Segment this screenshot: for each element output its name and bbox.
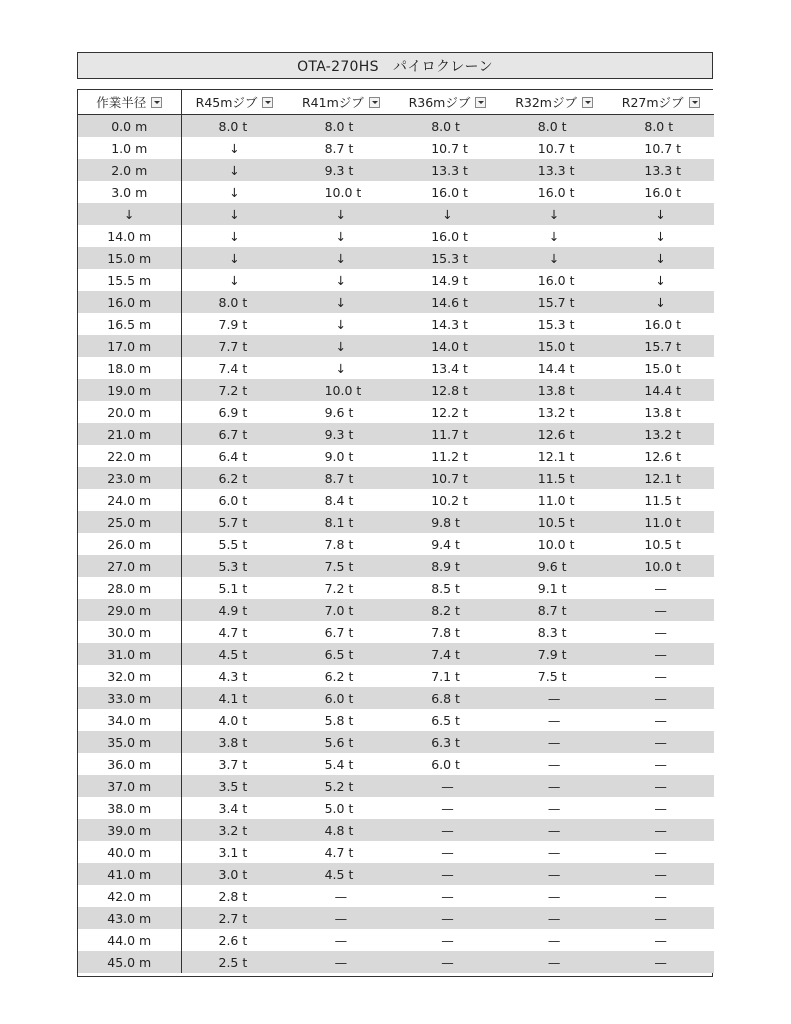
capacity-cell: 10.0 t <box>501 533 608 555</box>
column-header <box>394 90 501 115</box>
radius-cell: 34.0 m <box>78 709 181 731</box>
column-header <box>78 90 181 115</box>
capacity-cell: 10.5 t <box>501 511 608 533</box>
table-row <box>78 511 714 533</box>
capacity-cell: — <box>501 797 608 819</box>
column-header <box>501 90 608 115</box>
capacity-cell: 9.4 t <box>394 533 501 555</box>
capacity-cell: 12.8 t <box>394 379 501 401</box>
load-chart-table-container <box>77 89 713 977</box>
capacity-cell: 4.5 t <box>181 643 288 665</box>
capacity-cell: 7.0 t <box>288 599 395 621</box>
capacity-cell: 11.7 t <box>394 423 501 445</box>
capacity-cell: 10.7 t <box>394 137 501 159</box>
capacity-cell: 16.0 t <box>501 269 608 291</box>
capacity-cell: — <box>607 797 714 819</box>
capacity-cell: 11.5 t <box>607 489 714 511</box>
capacity-cell: 15.3 t <box>394 247 501 269</box>
capacity-cell: — <box>501 753 608 775</box>
table-row <box>78 203 714 225</box>
capacity-cell: 10.5 t <box>607 533 714 555</box>
capacity-cell: 10.0 t <box>288 379 395 401</box>
capacity-cell: 9.8 t <box>394 511 501 533</box>
table-row <box>78 709 714 731</box>
capacity-cell: 7.1 t <box>394 665 501 687</box>
capacity-cell: 15.0 t <box>501 335 608 357</box>
capacity-cell: — <box>501 929 608 951</box>
radius-cell: 3.0 m <box>78 181 181 203</box>
column-header-label: R41mジブ <box>302 95 364 110</box>
capacity-cell: 5.2 t <box>288 775 395 797</box>
capacity-cell: 9.3 t <box>288 159 395 181</box>
capacity-cell: 6.9 t <box>181 401 288 423</box>
filter-dropdown-icon[interactable] <box>151 97 162 108</box>
table-row <box>78 159 714 181</box>
capacity-cell: 7.2 t <box>181 379 288 401</box>
capacity-cell: 2.7 t <box>181 907 288 929</box>
capacity-cell: 4.0 t <box>181 709 288 731</box>
table-row <box>78 115 714 138</box>
capacity-cell: ↓ <box>181 181 288 203</box>
radius-cell: 38.0 m <box>78 797 181 819</box>
radius-cell: 44.0 m <box>78 929 181 951</box>
capacity-cell: 12.6 t <box>607 445 714 467</box>
capacity-cell: 10.0 t <box>288 181 395 203</box>
capacity-cell: 2.6 t <box>181 929 288 951</box>
capacity-cell: — <box>607 929 714 951</box>
column-header-label: R45mジブ <box>195 95 258 110</box>
capacity-cell: ↓ <box>288 225 395 247</box>
capacity-cell: 12.1 t <box>607 467 714 489</box>
capacity-cell: 6.0 t <box>288 687 395 709</box>
radius-cell: 41.0 m <box>78 863 181 885</box>
capacity-cell: 5.6 t <box>288 731 395 753</box>
radius-cell: 42.0 m <box>78 885 181 907</box>
table-row <box>78 907 714 929</box>
capacity-cell: 13.3 t <box>607 159 714 181</box>
capacity-cell: — <box>607 643 714 665</box>
radius-cell: 18.0 m <box>78 357 181 379</box>
table-body <box>78 115 714 974</box>
radius-cell: 36.0 m <box>78 753 181 775</box>
capacity-cell: — <box>607 731 714 753</box>
capacity-cell: ↓ <box>607 203 714 225</box>
capacity-cell: 3.7 t <box>181 753 288 775</box>
capacity-cell: 5.4 t <box>288 753 395 775</box>
radius-cell: ↓ <box>78 203 181 225</box>
capacity-cell: 13.2 t <box>607 423 714 445</box>
radius-cell: 15.0 m <box>78 247 181 269</box>
column-header-label: R36mジブ <box>408 95 471 110</box>
radius-cell: 32.0 m <box>78 665 181 687</box>
filter-dropdown-icon[interactable] <box>475 97 486 108</box>
radius-cell: 15.5 m <box>78 269 181 291</box>
capacity-cell: 15.7 t <box>501 291 608 313</box>
capacity-cell: 12.1 t <box>501 445 608 467</box>
capacity-cell: 3.0 t <box>181 863 288 885</box>
capacity-cell: ↓ <box>288 313 395 335</box>
radius-cell: 45.0 m <box>78 951 181 973</box>
capacity-cell: 7.2 t <box>288 577 395 599</box>
capacity-cell: — <box>607 577 714 599</box>
capacity-cell: — <box>394 797 501 819</box>
capacity-cell: 16.0 t <box>394 225 501 247</box>
radius-cell: 43.0 m <box>78 907 181 929</box>
capacity-cell: 3.1 t <box>181 841 288 863</box>
capacity-cell: 7.8 t <box>288 533 395 555</box>
radius-cell: 30.0 m <box>78 621 181 643</box>
capacity-cell: 4.9 t <box>181 599 288 621</box>
capacity-cell: 6.8 t <box>394 687 501 709</box>
radius-cell: 39.0 m <box>78 819 181 841</box>
radius-cell: 2.0 m <box>78 159 181 181</box>
capacity-cell: 10.2 t <box>394 489 501 511</box>
column-header-label: 作業半径 <box>96 95 147 110</box>
capacity-cell: 13.3 t <box>394 159 501 181</box>
capacity-cell: 16.0 t <box>501 181 608 203</box>
capacity-cell: — <box>607 775 714 797</box>
radius-cell: 14.0 m <box>78 225 181 247</box>
table-row <box>78 137 714 159</box>
table-row <box>78 577 714 599</box>
capacity-cell: — <box>288 929 395 951</box>
capacity-cell: ↓ <box>501 203 608 225</box>
capacity-cell: 5.5 t <box>181 533 288 555</box>
capacity-cell: 7.7 t <box>181 335 288 357</box>
capacity-cell: — <box>394 819 501 841</box>
capacity-cell: 7.8 t <box>394 621 501 643</box>
capacity-cell: 9.1 t <box>501 577 608 599</box>
capacity-cell: — <box>501 687 608 709</box>
capacity-cell: 11.0 t <box>501 489 608 511</box>
capacity-cell: — <box>501 841 608 863</box>
capacity-cell: ↓ <box>607 291 714 313</box>
capacity-cell: 3.5 t <box>181 775 288 797</box>
capacity-cell: 13.8 t <box>607 401 714 423</box>
radius-cell: 25.0 m <box>78 511 181 533</box>
header-row <box>78 90 714 115</box>
table-row <box>78 929 714 951</box>
capacity-cell: 13.8 t <box>501 379 608 401</box>
capacity-cell: — <box>394 841 501 863</box>
radius-cell: 24.0 m <box>78 489 181 511</box>
table-row <box>78 863 714 885</box>
table-row <box>78 643 714 665</box>
capacity-cell: 15.0 t <box>607 357 714 379</box>
table-row <box>78 951 714 973</box>
capacity-cell: 4.8 t <box>288 819 395 841</box>
capacity-cell: ↓ <box>607 225 714 247</box>
capacity-cell: 8.0 t <box>501 115 608 138</box>
load-chart-table <box>78 90 714 973</box>
capacity-cell: — <box>394 775 501 797</box>
capacity-cell: — <box>501 775 608 797</box>
capacity-cell: — <box>607 753 714 775</box>
capacity-cell: 7.4 t <box>394 643 501 665</box>
radius-cell: 23.0 m <box>78 467 181 489</box>
capacity-cell: ↓ <box>181 159 288 181</box>
capacity-cell: 14.4 t <box>501 357 608 379</box>
table-row <box>78 731 714 753</box>
capacity-cell: — <box>501 863 608 885</box>
table-row <box>78 621 714 643</box>
capacity-cell: ↓ <box>394 203 501 225</box>
capacity-cell: — <box>607 907 714 929</box>
column-header-label: R27mジブ <box>621 95 684 110</box>
capacity-cell: 8.2 t <box>394 599 501 621</box>
table-row <box>78 489 714 511</box>
capacity-cell: 5.8 t <box>288 709 395 731</box>
capacity-cell: 8.0 t <box>394 115 501 138</box>
capacity-cell: ↓ <box>288 247 395 269</box>
column-header <box>288 90 395 115</box>
capacity-cell: 12.2 t <box>394 401 501 423</box>
capacity-cell: — <box>394 907 501 929</box>
capacity-cell: 6.0 t <box>394 753 501 775</box>
radius-cell: 1.0 m <box>78 137 181 159</box>
filter-dropdown-icon[interactable] <box>262 97 273 108</box>
table-row <box>78 797 714 819</box>
table-row <box>78 841 714 863</box>
radius-cell: 22.0 m <box>78 445 181 467</box>
radius-cell: 37.0 m <box>78 775 181 797</box>
table-row <box>78 401 714 423</box>
capacity-cell: 16.0 t <box>607 181 714 203</box>
radius-cell: 29.0 m <box>78 599 181 621</box>
capacity-cell: ↓ <box>181 225 288 247</box>
capacity-cell: — <box>501 885 608 907</box>
capacity-cell: ↓ <box>501 225 608 247</box>
capacity-cell: ↓ <box>288 203 395 225</box>
capacity-cell: 14.0 t <box>394 335 501 357</box>
table-row <box>78 313 714 335</box>
capacity-cell: 6.3 t <box>394 731 501 753</box>
radius-cell: 16.5 m <box>78 313 181 335</box>
capacity-cell: 7.5 t <box>501 665 608 687</box>
capacity-cell: — <box>607 863 714 885</box>
capacity-cell: 10.0 t <box>607 555 714 577</box>
capacity-cell: 6.0 t <box>181 489 288 511</box>
capacity-cell: ↓ <box>181 203 288 225</box>
capacity-cell: 6.2 t <box>288 665 395 687</box>
capacity-cell: ↓ <box>607 269 714 291</box>
capacity-cell: 8.4 t <box>288 489 395 511</box>
capacity-cell: 10.7 t <box>607 137 714 159</box>
capacity-cell: 5.0 t <box>288 797 395 819</box>
radius-cell: 28.0 m <box>78 577 181 599</box>
capacity-cell: — <box>607 819 714 841</box>
capacity-cell: — <box>394 951 501 973</box>
radius-cell: 26.0 m <box>78 533 181 555</box>
capacity-cell: ↓ <box>181 137 288 159</box>
capacity-cell: ↓ <box>288 269 395 291</box>
radius-cell: 27.0 m <box>78 555 181 577</box>
capacity-cell: — <box>607 621 714 643</box>
capacity-cell: 6.7 t <box>288 621 395 643</box>
capacity-cell: ↓ <box>288 291 395 313</box>
capacity-cell: 11.0 t <box>607 511 714 533</box>
capacity-cell: — <box>501 951 608 973</box>
capacity-cell: — <box>501 709 608 731</box>
table-row <box>78 181 714 203</box>
table-row <box>78 247 714 269</box>
table-row <box>78 599 714 621</box>
table-row <box>78 357 714 379</box>
capacity-cell: 14.4 t <box>607 379 714 401</box>
capacity-cell: 8.0 t <box>181 115 288 138</box>
capacity-cell: 12.6 t <box>501 423 608 445</box>
radius-cell: 20.0 m <box>78 401 181 423</box>
radius-cell: 19.0 m <box>78 379 181 401</box>
capacity-cell: 8.1 t <box>288 511 395 533</box>
capacity-cell: — <box>607 599 714 621</box>
capacity-cell: 8.7 t <box>501 599 608 621</box>
capacity-cell: ↓ <box>607 247 714 269</box>
capacity-cell: 10.7 t <box>394 467 501 489</box>
capacity-cell: 13.3 t <box>501 159 608 181</box>
table-row <box>78 291 714 313</box>
column-header <box>607 90 714 115</box>
capacity-cell: — <box>607 951 714 973</box>
radius-cell: 16.0 m <box>78 291 181 313</box>
capacity-cell: 5.7 t <box>181 511 288 533</box>
capacity-cell: — <box>607 841 714 863</box>
capacity-cell: 15.7 t <box>607 335 714 357</box>
capacity-cell: 14.6 t <box>394 291 501 313</box>
capacity-cell: 4.5 t <box>288 863 395 885</box>
capacity-cell: 7.9 t <box>181 313 288 335</box>
table-row <box>78 269 714 291</box>
capacity-cell: 6.7 t <box>181 423 288 445</box>
table-row <box>78 555 714 577</box>
capacity-cell: — <box>607 687 714 709</box>
capacity-cell: — <box>394 863 501 885</box>
table-row <box>78 335 714 357</box>
table-row <box>78 687 714 709</box>
radius-cell: 21.0 m <box>78 423 181 445</box>
capacity-cell: 16.0 t <box>607 313 714 335</box>
capacity-cell: 11.2 t <box>394 445 501 467</box>
capacity-cell: 2.5 t <box>181 951 288 973</box>
capacity-cell: 9.3 t <box>288 423 395 445</box>
radius-cell: 33.0 m <box>78 687 181 709</box>
capacity-cell: 5.1 t <box>181 577 288 599</box>
capacity-cell: 8.3 t <box>501 621 608 643</box>
capacity-cell: 4.7 t <box>288 841 395 863</box>
capacity-cell: 4.7 t <box>181 621 288 643</box>
capacity-cell: 13.2 t <box>501 401 608 423</box>
capacity-cell: — <box>501 731 608 753</box>
capacity-cell: ↓ <box>501 247 608 269</box>
table-row <box>78 225 714 247</box>
capacity-cell: 7.4 t <box>181 357 288 379</box>
table-title: OTA-270HS パイロクレーン <box>77 52 713 79</box>
table-row <box>78 753 714 775</box>
table-row <box>78 445 714 467</box>
capacity-cell: — <box>288 885 395 907</box>
capacity-cell: — <box>288 951 395 973</box>
capacity-cell: 14.3 t <box>394 313 501 335</box>
capacity-cell: 8.7 t <box>288 137 395 159</box>
radius-cell: 0.0 m <box>78 115 181 138</box>
capacity-cell: 5.3 t <box>181 555 288 577</box>
capacity-cell: 13.4 t <box>394 357 501 379</box>
capacity-cell: — <box>394 885 501 907</box>
table-row <box>78 775 714 797</box>
capacity-cell: 8.7 t <box>288 467 395 489</box>
capacity-cell: — <box>607 885 714 907</box>
table-row <box>78 665 714 687</box>
capacity-cell: 3.8 t <box>181 731 288 753</box>
radius-cell: 35.0 m <box>78 731 181 753</box>
capacity-cell: 6.2 t <box>181 467 288 489</box>
capacity-cell: 6.4 t <box>181 445 288 467</box>
capacity-cell: ↓ <box>181 247 288 269</box>
table-row <box>78 467 714 489</box>
capacity-cell: 7.9 t <box>501 643 608 665</box>
capacity-cell: ↓ <box>181 269 288 291</box>
capacity-cell: 11.5 t <box>501 467 608 489</box>
capacity-cell: 8.9 t <box>394 555 501 577</box>
capacity-cell: ↓ <box>288 335 395 357</box>
capacity-cell: 10.7 t <box>501 137 608 159</box>
capacity-cell: — <box>501 907 608 929</box>
column-header-label: R32mジブ <box>515 95 577 110</box>
capacity-cell: 4.3 t <box>181 665 288 687</box>
capacity-cell: 8.0 t <box>607 115 714 138</box>
capacity-cell: 8.0 t <box>181 291 288 313</box>
capacity-cell: 3.2 t <box>181 819 288 841</box>
table-row <box>78 819 714 841</box>
capacity-cell: 9.0 t <box>288 445 395 467</box>
table-row <box>78 533 714 555</box>
filter-dropdown-icon[interactable] <box>582 97 593 108</box>
radius-cell: 17.0 m <box>78 335 181 357</box>
filter-dropdown-icon[interactable] <box>689 97 700 108</box>
capacity-cell: 2.8 t <box>181 885 288 907</box>
capacity-cell: 3.4 t <box>181 797 288 819</box>
radius-cell: 40.0 m <box>78 841 181 863</box>
table-row <box>78 423 714 445</box>
table-row <box>78 379 714 401</box>
capacity-cell: ↓ <box>288 357 395 379</box>
capacity-cell: 15.3 t <box>501 313 608 335</box>
table-row <box>78 885 714 907</box>
capacity-cell: 8.0 t <box>288 115 395 138</box>
capacity-cell: 16.0 t <box>394 181 501 203</box>
capacity-cell: — <box>607 665 714 687</box>
column-header <box>181 90 288 115</box>
capacity-cell: 7.5 t <box>288 555 395 577</box>
filter-dropdown-icon[interactable] <box>369 97 380 108</box>
capacity-cell: — <box>394 929 501 951</box>
capacity-cell: — <box>288 907 395 929</box>
capacity-cell: 8.5 t <box>394 577 501 599</box>
capacity-cell: 9.6 t <box>501 555 608 577</box>
capacity-cell: 4.1 t <box>181 687 288 709</box>
capacity-cell: — <box>501 819 608 841</box>
radius-cell: 31.0 m <box>78 643 181 665</box>
capacity-cell: 6.5 t <box>394 709 501 731</box>
capacity-cell: — <box>607 709 714 731</box>
capacity-cell: 6.5 t <box>288 643 395 665</box>
capacity-cell: 9.6 t <box>288 401 395 423</box>
capacity-cell: 14.9 t <box>394 269 501 291</box>
